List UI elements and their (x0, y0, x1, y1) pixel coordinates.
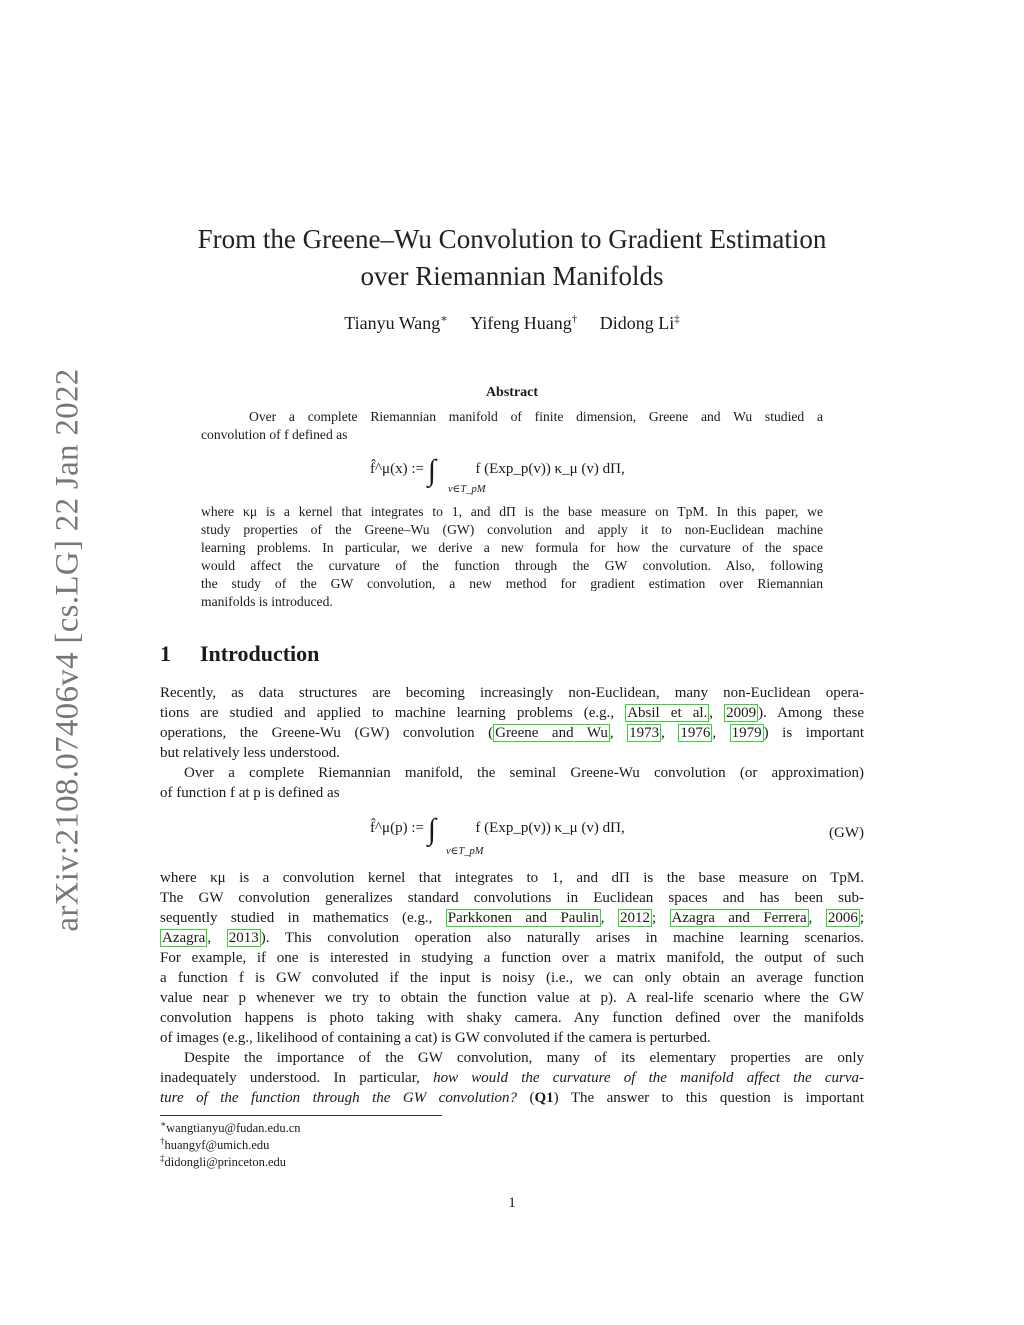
paper-title (0, 221, 1024, 295)
abstract-line: manifolds is introduced. (201, 594, 333, 609)
body-line: Despite the importance of the GW convolution, many of its elementary properties are only (184, 1050, 864, 1066)
equation-rhs: f (Exp_p(v)) κ_μ (v) dΠ, (475, 820, 625, 836)
arxiv-sidebar-stamp: arXiv:2108.07406v4 [cs.LG] 22 Jan 2022 (49, 368, 86, 932)
body-line: value near p whenever we try to obtain the function value at p). A real-life scenario where the GW (160, 990, 864, 1006)
gw-equation (370, 813, 625, 846)
citation-link[interactable]: 1976 (680, 725, 711, 741)
body-line: tions are studied and applied to machine learning problems (e.g., Absil et al. , 2009 ). Among these (160, 705, 864, 721)
title-line-1: From the Greene–Wu Convolution to Gradient Estimation (197, 224, 827, 254)
research-question: ture of the function through the GW convolution? (160, 1090, 517, 1106)
body-line: ture of the function through the GW convolution? (Q1) The answer to this question is important (160, 1090, 864, 1106)
abstract-line: study properties of the Greene–Wu (GW) convolution and apply it to non-Euclidean machine (201, 522, 823, 537)
author-2: Yifeng Huang† (470, 313, 578, 333)
citation-link[interactable]: Azagra and Ferrera (671, 910, 807, 926)
citation-link[interactable]: Parkkonen and Paulin (447, 910, 599, 926)
body-line: of function f at p is defined as (160, 785, 340, 801)
body-line: of images (e.g., likelihood of containing a cat) is GW convoluted if the camera is perturbed. (160, 1030, 711, 1046)
citation-link[interactable]: 1979 (731, 725, 762, 741)
author-3: Didong Li‡ (599, 313, 680, 333)
body-line: Recently, as data structures are becoming increasingly non-Euclidean, many non-Euclidean opera- (160, 685, 864, 701)
footnote: ∗wangtianyu@fudan.edu.cn (160, 1119, 301, 1135)
equation-lhs: f̂^μ(p) := (370, 820, 424, 836)
footnote: ‡didongli@princeton.edu (160, 1153, 287, 1169)
body-line: sequently studied in mathematics (e.g., Parkkonen and Paulin , 2012 ; Azagra and Ferrera , 2006 ; (160, 910, 864, 926)
integral-sign: ∫ (427, 454, 436, 487)
abstract-line: learning problems. In particular, we derive a new formula for how the curvature of the space (201, 540, 823, 555)
body-line: The GW convolution generalizes standard convolutions in Euclidean spaces and has been sub- (160, 890, 864, 906)
section-title: Introduction (200, 641, 320, 666)
body-line: where κμ is a convolution kernel that integrates to 1, and dΠ is the base measure on TpM. (160, 870, 864, 886)
section-number: 1 (160, 641, 171, 666)
integral-limits: v∈T_pM (446, 846, 484, 857)
body-line: operations, the Greene-Wu (GW) convolution ( Greene and Wu , 1973 , 1976 , 1979 ) is important (160, 725, 865, 741)
integral-limits: v∈T_pM (448, 484, 486, 495)
author-list (0, 313, 1024, 334)
abstract-line: the study of the GW convolution, a new method for gradient estimation over Riemannian (201, 576, 823, 591)
footnote-rule (160, 1115, 442, 1116)
author-1: Tianyu Wang∗ (344, 313, 448, 333)
body-line: inadequately understood. In particular, how would the curvature of the manifold affect the curva- (160, 1070, 864, 1086)
abstract-heading: Abstract (485, 385, 539, 400)
title-line-2: over Riemannian Manifolds (360, 261, 664, 291)
equation-label: (GW) (829, 825, 864, 841)
citation-link[interactable]: 2013 (228, 930, 259, 946)
footnote: †huangyf@umich.edu (160, 1136, 270, 1152)
body-line: For example, if one is interested in studying a function over a matrix manifold, the output of such (160, 950, 864, 966)
abstract-line: would affect the curvature of the function through the GW convolution. Also, following (201, 558, 823, 573)
equation-rhs: f (Exp_p(v)) κ_μ (v) dΠ, (475, 461, 625, 477)
body-line: a function f is GW convoluted if the input is noisy (i.e., we can only obtain an average function (160, 970, 864, 986)
equation-body (370, 454, 625, 487)
body-line: but relatively less understood. (160, 745, 340, 761)
section-heading (160, 641, 319, 667)
citation-link[interactable]: 1973 (629, 725, 660, 741)
abstract-line: convolution of f defined as (201, 427, 348, 442)
citation-link[interactable]: Azagra (162, 930, 206, 946)
abstract-line: Over a complete Riemannian manifold of finite dimension, Greene and Wu studied a (249, 409, 823, 424)
page-number: 1 (508, 1195, 516, 1211)
question-label: Q1 (534, 1090, 554, 1106)
citation-link[interactable]: 2006 (827, 910, 858, 926)
body-line: Over a complete Riemannian manifold, the seminal Greene-Wu convolution (or approximation) (184, 765, 864, 781)
citation-link[interactable]: 2009 (726, 705, 757, 721)
equation-lhs: f̂^μ(x) := (370, 461, 424, 477)
body-line: Azagra , 2013 ). This convolution operation also naturally arises in machine learning scenarios. (162, 930, 864, 946)
citation-link[interactable]: Absil et al. (627, 705, 708, 721)
research-question: how would the curvature of the manifold affect the curva- (433, 1070, 864, 1086)
abstract-line: where κμ is a kernel that integrates to 1, and dΠ is the base measure on TpM. In this paper, we (201, 504, 823, 519)
body-line: convolution happens is photo taking with shaky camera. Any function defined over the manifolds (160, 1010, 864, 1026)
citation-link[interactable]: 2012 (619, 910, 650, 926)
integral-sign: ∫ (427, 813, 436, 846)
abstract-equation (0, 455, 1024, 495)
citation-link[interactable]: Greene and Wu (495, 725, 608, 741)
